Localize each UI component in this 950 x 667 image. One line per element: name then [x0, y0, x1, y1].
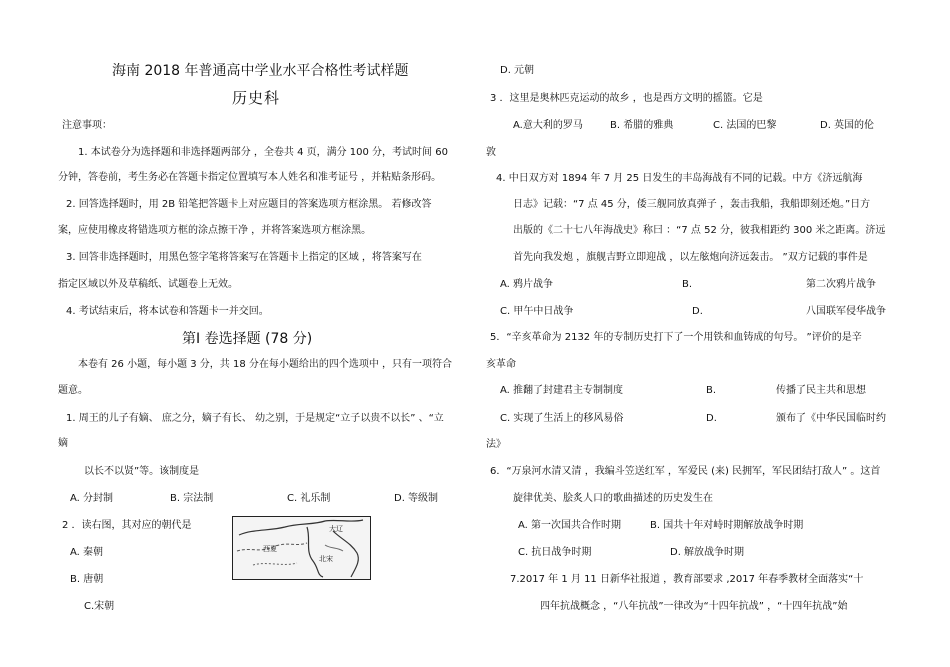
question-4-option-b: B. — [682, 279, 693, 290]
subject-title: 历史科 — [232, 89, 281, 107]
question-3-wrap: 敦 — [486, 147, 496, 158]
question-5-option-c: C. 实现了生活上的移风易俗 — [500, 413, 624, 424]
note-line: 案，应使用橡皮将错选项方框的涂点擦干净 ，并将答案选项方框涂黑。 — [58, 225, 372, 236]
question-6-stem: 6．“万泉河水清又清 ，我编斗笠送红军 ，军爱民 (来) 民拥军，军民团结打敌人” 。这首 — [490, 466, 881, 477]
question-6-option-a: A. 第一次国共合作时期 — [518, 520, 622, 531]
note-line: 分钟，答卷前，考生务必在答题卡指定位置填写本人姓名和准考证号 ，并粘贴条形码。 — [58, 172, 442, 183]
question-5-wrap: 法》 — [486, 439, 506, 450]
question-5-stem: 5．“辛亥革命为 2132 年的专制历史打下了一个用铁和血铸成的句号。 ”评价的是辛 — [490, 332, 862, 343]
question-4-stem: 4. 中日双方对 1894 年 7 月 25 日发生的丰岛海战有不同的记载。中方《济远航海 — [496, 173, 863, 184]
question-3-option-a: A.意大利的罗马 — [513, 120, 583, 131]
question-1-option-c: C. 礼乐制 — [287, 493, 331, 504]
section-title: 第Ⅰ 卷选择题 (78 分) — [182, 331, 313, 347]
map-label-xixia: 西夏 — [263, 545, 277, 553]
question-3-option-b: B. 希腊的雅典 — [610, 120, 674, 131]
note-line: 1. 本试卷分为选择题和非选择题两部分 ，全卷共 4 页，满分 100 分，考试时间 60 — [78, 147, 448, 158]
question-5-option-b-text: 传播了民主共和思想 — [776, 385, 866, 396]
note-line: 3. 回答非选择题时，用黑色签字笔将答案写在答题卡上指定的区域 ，将答案写在 — [66, 252, 422, 263]
question-5-option-d-text: 颁布了《中华民国临时约 — [776, 413, 886, 424]
section-desc: 题意。 — [58, 385, 88, 396]
note-line: 2. 回答选择题时，用 2B 铅笔把答题卡上对应题目的答案选项方框涂黑。 若修改答 — [66, 199, 432, 210]
question-6-option-b: B. 国共十年对峙时期解放战争时期 — [650, 520, 804, 531]
question-7-stem: 四年抗战概念 ，“八年抗战”一律改为“十四年抗战” ，“十四年抗战”始 — [540, 601, 848, 612]
question-1-option-a: A. 分封制 — [70, 493, 114, 504]
question-3-option-d: D. 英国的伦 — [820, 120, 875, 131]
question-4-stem: 首先向我发炮 ，旗舰吉野立即迎战 ，以左舷炮向济远轰击。 ”双方记载的事件是 — [513, 252, 868, 263]
question-2-option-b: B. 唐朝 — [70, 574, 104, 585]
question-2-option-d: D. 元朝 — [500, 65, 535, 76]
map-label-liao: 大辽 — [329, 525, 343, 533]
question-5-stem: 亥革命 — [486, 359, 516, 370]
question-4-option-a: A. 鸦片战争 — [500, 279, 554, 290]
question-4-stem: 出版的《二十七八年海战史》称曰 ：“7 点 52 分，彼我相距约 300 米之距离。济远 — [513, 225, 886, 236]
question-2-option-c: C.宋朝 — [84, 601, 115, 612]
note-line: 4. 考试结束后，将本试卷和答题卡一并交回。 — [66, 306, 269, 317]
question-4-stem: 日志》记载：“7 点 45 分，倭三舰同放真弹子 ，轰击我船，我船即刻还炮。”日方 — [513, 199, 871, 210]
question-2-stem: 2 ．读右图，其对应的朝代是 — [62, 520, 192, 531]
question-5-option-a: A. 推翻了封建君主专制制度 — [500, 385, 624, 396]
question-6-option-d: D. 解放战争时期 — [670, 547, 745, 558]
question-1-stem: 嫡 — [58, 438, 68, 449]
map-drawing — [233, 517, 370, 579]
notes-heading: 注意事项： — [62, 120, 112, 131]
note-line: 指定区域以外及草稿纸、试题卷上无效。 — [58, 279, 238, 290]
question-4-option-c: C. 甲午中日战争 — [500, 306, 574, 317]
question-5-option-d: D. — [706, 413, 717, 424]
question-4-option-b-text: 第二次鸦片战争 — [806, 279, 876, 290]
question-4-option-d-text: 八国联军侵华战争 — [806, 306, 886, 317]
question-1-stem: 1. 周王的儿子有嫡、 庶之分，嫡子有长、 幼之别，于是规定“立子以贵不以长” 、“立 — [66, 413, 444, 424]
question-6-stem: 旋律优美、脍炙人口的歌曲描述的历史发生在 — [513, 493, 713, 504]
exam-title: 海南 2018 年普通高中学业水平合格性考试样题 — [112, 63, 409, 79]
question-5-option-b: B. — [706, 385, 717, 396]
question-4-option-d: D. — [692, 306, 703, 317]
question-3-stem: 3 ．这里是奥林匹克运动的故乡 ，也是西方文明的摇篮。它是 — [490, 93, 763, 104]
section-desc: 本卷有 26 小题，每小题 3 分，共 18 分在每小题给出的四个选项中 ，只有一项符合 — [78, 359, 453, 370]
question-7-stem: 7.2017 年 1 月 11 日新华社报道 ，教育部要求 ,2017 年春季教材全面落实“十 — [510, 574, 864, 585]
question-1-option-d: D. 等级制 — [394, 493, 439, 504]
question-1-option-b: B. 宗法制 — [170, 493, 214, 504]
question-1-stem: 以长不以贤”等。该制度是 — [84, 466, 200, 477]
question-2-option-a: A. 秦朝 — [70, 547, 104, 558]
question-3-option-c: C. 法国的巴黎 — [713, 120, 777, 131]
historical-map-image — [232, 516, 371, 580]
question-6-option-c: C. 抗日战争时期 — [518, 547, 592, 558]
map-label-song: 北宋 — [319, 555, 333, 563]
